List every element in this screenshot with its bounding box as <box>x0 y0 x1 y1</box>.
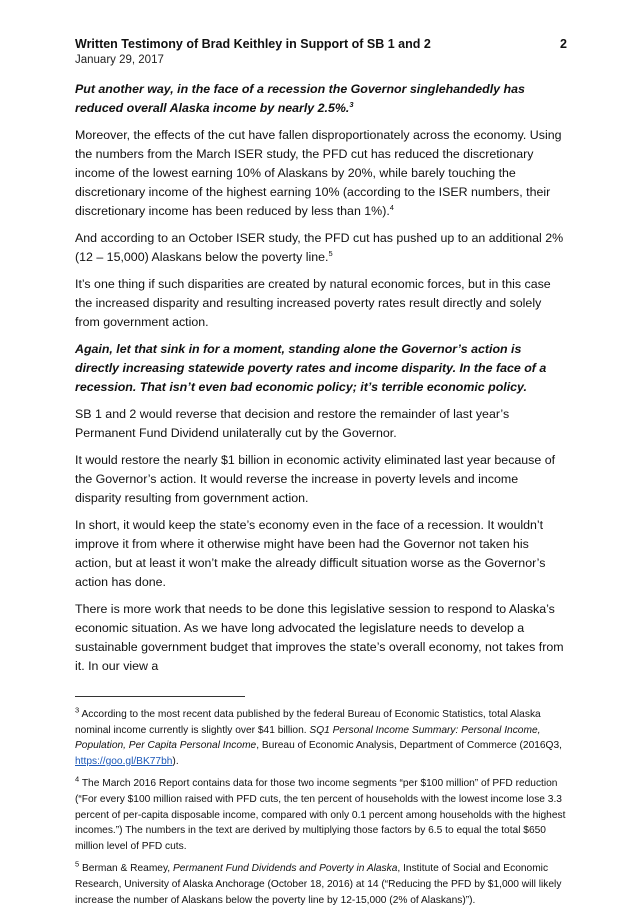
paragraph-3 <box>75 229 567 267</box>
footnote-3-text-b: , Bureau of Economic Analysis, Department of Commerce (2016Q3, <box>256 740 562 752</box>
footnote-3 <box>75 707 567 769</box>
footnote-3-number: 3 <box>75 705 80 715</box>
paragraph-4: It’s one thing if such disparities are created by natural economic forces, but in this case the increased disparity and resulting increased poverty rates result directly and solely from government action. <box>75 277 551 329</box>
paragraph-8: In short, it would keep the state’s economy even in the face of a recession. It wouldn’t improve it from where it otherwise might have been had the Governor not taken his action, but at least it won’t make the already difficult situation worse as the Governor’s action has done. <box>75 518 546 589</box>
footnote-3-title: SQ1 Personal Income Summary: Personal Income, Population, Per Capita Personal Income <box>75 724 541 752</box>
footnote-5-title: Permanent Fund Dividends and Poverty in Alaska <box>172 863 398 875</box>
paragraph-3-text: And according to an October ISER study, the PFD cut has pushed up to an additional 2% (12 – 15,000) Alaskans below the poverty line. <box>75 231 564 264</box>
footnote-3-text-c: ). <box>172 755 179 767</box>
footnote-5-text-b: , Institute of Social and Economic Research, University of Alaska Anchorage (October 18, 2016) at 14 (“Reducing the PFD by $1,000 will likely increase the number of Alaskans below the poverty line by 12-15,000 (2% of Alaskans)”). <box>75 863 562 906</box>
footnote-ref-4[interactable]: 4 <box>389 202 394 212</box>
page-header <box>75 37 567 51</box>
paragraph-2 <box>75 126 567 221</box>
footnote-ref-5[interactable]: 5 <box>328 248 333 258</box>
footnote-5-number: 5 <box>75 859 80 869</box>
paragraph-1 <box>75 80 567 118</box>
paragraph-5: Again, let that sink in for a moment, standing alone the Governor’s action is directly increasing statewide poverty rates and income disparity. In the face of a recession. That isn’t even bad economic policy; it’s terrible economic policy. <box>75 342 547 394</box>
header-title: Written Testimony of Brad Keithley in Support of SB 1 and 2 <box>75 37 431 51</box>
footnote-4-number: 4 <box>75 774 80 784</box>
paragraph-9: There is more work that needs to be done this legislative session to respond to Alaska’s economic situation. As we have long advocated the legislature needs to develop a sustainable government budget that improves the state’s overall economy, not takes from it. In our view a <box>75 602 564 673</box>
paragraph-6: SB 1 and 2 would reverse that decision and restore the remainder of last year’s Permanent Fund Dividend unilaterally cut by the Governor. <box>75 407 510 440</box>
page-number: 2 <box>560 37 567 51</box>
paragraph-1-text: Put another way, in the face of a recession the Governor singlehandedly has reduced overall Alaska income by nearly 2.5%. <box>75 82 525 115</box>
footnote-3-text-a: According to the most recent data published by the federal Bureau of Economic Statistics, total Alaska nominal income currently is slightly over $41 billion. <box>75 709 541 736</box>
footnote-4-text: The March 2016 Report contains data for those two income segments “per $100 million” of PFD reduction (“For every $100 million raised with PFD cuts, the ten percent of households with the lowest income lose 3.3 percent of per-capita disposable income, compared with only 0.1 percent among households with the highest incomes.”) The numbers in the text are derived by multiplying those factors by 6.5 to equal the total $650 million level of PFD cuts. <box>75 778 566 852</box>
page-content <box>75 37 567 915</box>
footnote-ref-3[interactable]: 3 <box>349 99 354 109</box>
footnote-5 <box>75 861 567 908</box>
footnote-5-text-a: Berman & Reamey, <box>79 863 173 875</box>
footnote-separator <box>75 696 245 697</box>
footnote-4 <box>75 776 567 854</box>
footnote-3-link[interactable]: https://goo.gl/BK77bh <box>75 755 173 767</box>
header-date: January 29, 2017 <box>75 54 164 66</box>
paragraph-2-text: Moreover, the effects of the cut have fallen disproportionately across the economy. Using the numbers from the March ISER study, the PFD cut has reduced the discretionary income of the lowest earning 10% of Alaskans by 20%, while barely touching the discretionary income of the highest earning 10% (according to the ISER numbers, their discretionary income has been reduced by less than 1%). <box>75 128 562 218</box>
paragraph-7: It would restore the nearly $1 billion in economic activity eliminated last year because of the Governor’s action. It would reverse the increase in poverty levels and income disparity resulting from government action. <box>75 453 556 505</box>
